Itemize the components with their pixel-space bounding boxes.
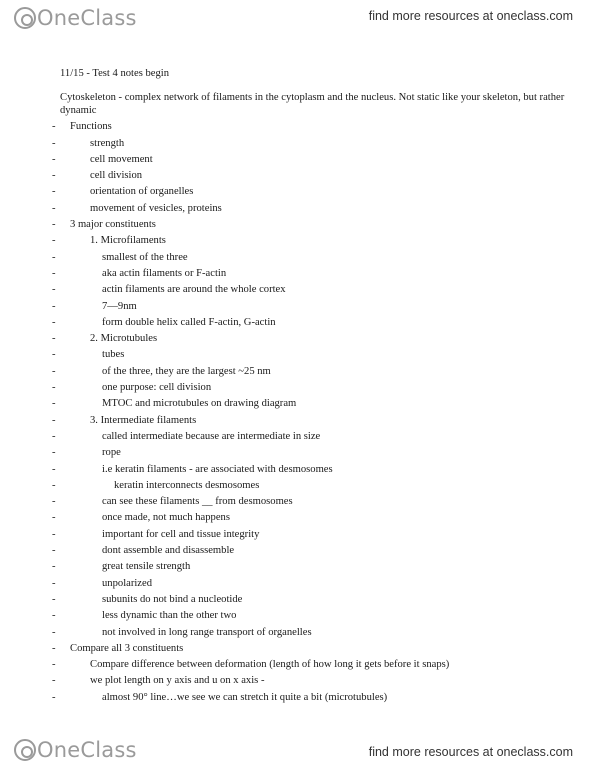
list-item: - movement of vesicles, proteins — [52, 202, 222, 214]
list-item: - form double helix called F-actin, G-actin — [52, 316, 276, 328]
list-item: - smallest of the three — [52, 251, 188, 263]
header-tagline[interactable]: find more resources at oneclass.com — [368, 9, 573, 23]
list-item: - 7—9nm — [52, 300, 137, 312]
intermediate-heading: - 3. Intermediate filaments — [52, 414, 197, 426]
list-item: - Compare difference between deformation (length of how long it gets before it snaps) — [52, 659, 450, 671]
list-item: - we plot length on y axis and u on x axis - — [52, 675, 265, 687]
list-item: - one purpose: cell division — [52, 382, 212, 394]
lecture-notes — [52, 66, 580, 706]
microfilaments-heading: - 1. Microfilaments — [52, 235, 166, 247]
list-item: - rope — [52, 447, 121, 459]
date-heading: 11/15 - Test 4 notes begin — [60, 68, 170, 79]
list-item: - of the three, they are the largest ~25 nm — [52, 365, 271, 377]
sub-list-item: - keratin interconnects desmosomes — [52, 479, 260, 491]
intro-paragraph: Cytoskeleton - complex network of filaments in the cytoplasm and the nucleus. Not static like your skeleton, but rather dynamic — [60, 92, 565, 116]
list-item: - cell movement — [52, 153, 153, 165]
list-item: - important for cell and tissue integrity — [52, 528, 260, 540]
brand-name: OneClass — [37, 6, 137, 30]
list-item: - dont assemble and disassemble — [52, 545, 235, 557]
brand-name: OneClass — [37, 738, 137, 762]
list-item: - i.e keratin filaments - are associated with desmosomes — [52, 463, 333, 475]
oneclass-logo-icon — [14, 7, 36, 29]
constituents-heading: - 3 major constituents — [52, 219, 156, 231]
oneclass-logo-icon — [14, 739, 36, 761]
oneclass-logo[interactable] — [14, 6, 137, 30]
list-item: - called intermediate because are intermediate in size — [52, 430, 321, 442]
list-item: - not involved in long range transport of organelles — [52, 626, 312, 638]
list-item: - cell division — [52, 170, 143, 182]
list-item: - great tensile strength — [52, 561, 191, 573]
sub-list-item: - almost 90° line…we see we can stretch it quite a bit (microtubules) — [52, 691, 388, 703]
functions-heading: - Functions — [52, 121, 112, 133]
microtubules-heading: - 2. Microtubules — [52, 333, 158, 345]
compare-heading: - Compare all 3 constituents — [52, 642, 184, 654]
list-item: - once made, not much happens — [52, 512, 230, 524]
list-item: - less dynamic than the other two — [52, 610, 237, 622]
functions-list — [52, 136, 580, 217]
list-item: - tubes — [52, 349, 125, 361]
list-item: - actin filaments are around the whole cortex — [52, 284, 286, 296]
list-item: - strength — [52, 137, 125, 149]
list-item: - can see these filaments __ from desmosomes — [52, 496, 293, 508]
list-item: - unpolarized — [52, 577, 153, 589]
list-item: - orientation of organelles — [52, 186, 194, 198]
oneclass-footer-logo[interactable] — [14, 738, 137, 762]
list-item: - aka actin filaments or F-actin — [52, 267, 227, 279]
list-item: - subunits do not bind a nucleotide — [52, 593, 243, 605]
footer-tagline[interactable]: find more resources at oneclass.com — [368, 745, 573, 759]
list-item: - MTOC and microtubules on drawing diagram — [52, 398, 297, 410]
